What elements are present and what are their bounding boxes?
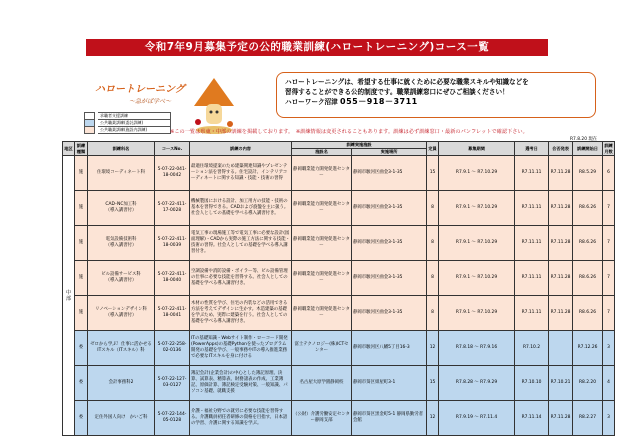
legend-label: 公共職業訓練(施設内訓練): [98, 126, 171, 134]
course-no-cell: 5-07-22-144-05-0128: [155, 401, 190, 436]
table-row: [63, 191, 615, 226]
capacity-cell: 8: [427, 296, 439, 331]
period-from: R7.9.1: [455, 205, 471, 210]
place-cell: 静岡市駿河区曲金3-1-35: [352, 156, 427, 191]
header-capacity: 定員: [427, 142, 439, 156]
period-to: R7.10.29: [477, 275, 498, 280]
content-cell: 空調設備や消防設備・ボイラー等、ビル設備管理の仕事に必要な技能を習得する。社会人としての基礎を学べる導入講習付き。: [190, 261, 292, 296]
period-from: R7.9.1: [455, 310, 471, 315]
type-cell: 施: [75, 296, 88, 331]
course-name-cell: [88, 296, 155, 331]
facility-cell: 静岡職業能力開発促進センター: [292, 296, 352, 331]
start-date-cell: R8.6.26: [573, 261, 603, 296]
course-name: 定住外国人向け かいご科: [94, 415, 148, 420]
content-cell: 最適住環境提案のため建築関連知識やプレゼンテーション法を習得する。住宅設計、インテリアコーディネートに関する知識・技能・技術の習得: [190, 156, 292, 191]
months-cell: 4: [603, 366, 615, 401]
course-name: ビル設備サービス科: [101, 272, 141, 277]
result-date-cell: R7.11.28: [549, 261, 573, 296]
table-row: [63, 401, 615, 436]
period-from: R7.9.1: [455, 240, 471, 245]
as-of-date: R7.8.20 現在: [570, 137, 598, 142]
header-course-no: コースNo.: [155, 142, 190, 156]
facility-cell: （公財）介護労働安定センター静岡支部: [292, 401, 352, 436]
place-cell: 静岡市駿河区曲金3-1-35: [352, 191, 427, 226]
place-cell: 静岡市駿河区曲金3-1-35: [352, 296, 427, 331]
content-cell: 機械製図における設計、加工用方の技能・技術の基本を習得できる。CADおよび旋盤を主に扱う。社会人としての基礎を学べる導入講習付き。: [190, 191, 292, 226]
type-cell: 委: [75, 331, 88, 366]
months-cell: 3: [603, 331, 615, 366]
test-date-cell: R7.11.14: [515, 401, 549, 436]
content-cell: 電気工事の現場施工等で電気工事に必要な設計(図面理解)・CADから実際の施工方法に関する技能・技術の習得。社会人としての基礎を学べる導入講習付き。: [190, 226, 292, 261]
table-row: [63, 156, 615, 191]
course-name: ゼロから学ぶ！仕事に活かせるITスキル（ITスキル）科: [90, 342, 152, 353]
capacity-cell: 8: [427, 191, 439, 226]
header-type: 訓練種類: [75, 142, 88, 156]
legend-swatch: [84, 126, 95, 134]
page-title: 令和7年9月募集予定の公的職業訓練(ハロートレーニング)コース一覧: [86, 39, 548, 56]
logo-sub-text: ～急がば学べ～: [129, 98, 172, 105]
period-from: R7.9.19: [455, 415, 473, 420]
course-name-cell: [88, 261, 155, 296]
table-row: [63, 226, 615, 261]
message-line-2: 習得することができる公的制度です。職業訓練窓口にぜひご相談ください！: [285, 88, 509, 96]
period-to: R7.10.29: [477, 205, 498, 210]
place-cell: 静岡市駿河区八幡5丁目16-3: [352, 331, 427, 366]
header-months: 訓練月数: [604, 142, 613, 154]
period-to: R7.9.16: [480, 345, 498, 350]
months-cell: 7: [603, 261, 615, 296]
phone-number: 055－918－3711: [340, 97, 418, 106]
test-date-cell: R7.11.11: [515, 191, 549, 226]
course-name-sub: （導入講習付）: [105, 243, 137, 248]
facility-cell: 静岡職業能力開発促進センター: [292, 191, 352, 226]
course-no-cell: 5-07-22-411-18-0039: [155, 226, 190, 261]
months-cell: 7: [603, 296, 615, 331]
facility-cell: 富士テクノロジー(株)ICTセンター: [292, 331, 352, 366]
result-date-cell: R7.11.28: [549, 226, 573, 261]
content-cell: 簿記会計(企業会計)の中心とした簿記原理、決算、試算表、精算表、財務諸表の作成、工業簿記、原価計算、簿記検定受験対策、一般知識、パソコン基礎、就職支援: [190, 366, 292, 401]
period-cell: R7.8.28 ～ R7.9.29: [439, 366, 515, 401]
period-to: R7.9.29: [480, 380, 498, 385]
content-cell: ITの基礎知識・Webサイト制作・ローコード開発(PowerApps)の基礎Pythonを使ったプログラム開発の基礎を学び、一般事務やITの導入推進業務で必要なITスキルを身に付ける: [190, 331, 292, 366]
course-name-cell: [88, 226, 155, 261]
result-date-cell: R7.11.28: [549, 191, 573, 226]
start-date-cell: R8.6.26: [573, 226, 603, 261]
content-cell: 介護・福祉分野での就労に必要な技能を習得する。介護職員初任者研修の資格を目指す。日本語の学習、介護に関する知識を学ぶ。: [190, 401, 292, 436]
months-cell: 7: [603, 191, 615, 226]
period-from: R7.9.1: [455, 275, 471, 280]
legend-label: 求職者支援訓練: [98, 112, 171, 120]
type-cell: 委: [75, 401, 88, 436]
table-row: [63, 261, 615, 296]
message-contact: [285, 97, 587, 107]
header-facility: 施設名: [292, 149, 352, 156]
place-cell: 静岡市葵区黒金町5-1 静岡県勤労者会館: [352, 401, 427, 436]
result-date-cell: R7.11.28: [549, 156, 573, 191]
type-cell: 施: [75, 261, 88, 296]
place-cell: 静岡市駿河区曲金3-1-35: [352, 261, 427, 296]
place-cell: 静岡市駿河区曲金3-1-35: [352, 226, 427, 261]
course-no-cell: 5-07-22-411-18-0040: [155, 261, 190, 296]
course-no-cell: 5-07-22-258-02-0136: [155, 331, 190, 366]
test-date-cell: R7.11.11: [515, 226, 549, 261]
period-cell: R7.9.1 ～ R7.10.29: [439, 226, 515, 261]
type-cell: 施: [75, 156, 88, 191]
place-cell: 静岡市葵区紺屋町3-1: [352, 366, 427, 401]
header-start: 訓練開始日: [573, 142, 603, 156]
start-date-cell: R8.6.26: [573, 191, 603, 226]
course-name: 電気設備技術科: [105, 237, 137, 242]
course-name: 会計事務科2: [108, 380, 134, 385]
course-name-sub: （導入講習付）: [105, 278, 137, 283]
course-no-cell: 5-07-22-041-18-0042: [155, 156, 190, 191]
result-date-cell: R7.11.28: [549, 401, 573, 436]
result-date-cell: R7.10.21: [549, 366, 573, 401]
capacity-cell: 8: [427, 226, 439, 261]
content-cell: 木材の性質を学び、住宅の内装などの活用できる方法を考えてデザインに生かす。木造建築の基礎を学ぶため、実際に建築を行う。社会人としての基礎を学べる導入講習付き。: [190, 296, 292, 331]
message-line-1: ハロートレーニングは、希望する仕事に就くために必要な職業スキルや知識などを: [285, 78, 529, 86]
start-date-cell: R8.2.20: [573, 366, 603, 401]
course-name: リノベーションデザイン科: [95, 307, 147, 312]
period-cell: R7.8.18 ～ R7.9.16: [439, 331, 515, 366]
course-no-cell: 5-07-22-411-17-0028: [155, 191, 190, 226]
type-cell: 委: [75, 366, 88, 401]
start-date-cell: R7.12.26: [573, 331, 603, 366]
course-name-cell: [88, 156, 155, 191]
type-cell: 施: [75, 191, 88, 226]
legend: [84, 112, 171, 133]
result-date-cell: R7.11.28: [549, 296, 573, 331]
period-to: R7.10.29: [477, 170, 498, 175]
header-period: 募集期間: [439, 142, 515, 156]
months-cell: 7: [603, 226, 615, 261]
course-name-cell: [88, 191, 155, 226]
capacity-cell: 12: [427, 401, 439, 436]
test-date-cell: R7.10.10: [515, 366, 549, 401]
course-name: CAD･NC加工科: [105, 202, 137, 207]
course-no-cell: 5-07-22-411-18-0041: [155, 296, 190, 331]
facility-cell: 静岡職業能力開発促進センター: [292, 156, 352, 191]
period-to: R7.10.29: [477, 310, 498, 315]
header-test: 選考日: [515, 142, 549, 156]
capacity-cell: 8: [427, 261, 439, 296]
test-date-cell: R7.11.11: [515, 296, 549, 331]
period-cell: R7.9.19 ～ R7.11.4: [439, 401, 515, 436]
header-area: 地区: [63, 142, 75, 156]
capacity-cell: 15: [427, 156, 439, 191]
period-from: R7.9.1: [455, 170, 471, 175]
result-date-cell: [549, 331, 573, 366]
course-name-sub: （導入講習付）: [105, 313, 137, 318]
table-row: [63, 296, 615, 331]
months-cell: 6: [603, 156, 615, 191]
info-message-box: [276, 72, 596, 118]
period-cell: R7.9.1 ～ R7.10.29: [439, 191, 515, 226]
area-cell: 中部: [63, 156, 75, 436]
header-name: 訓練科名: [88, 142, 155, 156]
header-impl: 訓練実施施設: [292, 142, 427, 149]
header-result: 合否発表: [549, 142, 573, 156]
period-to: R7.10.29: [477, 240, 498, 245]
capacity-cell: 15: [427, 366, 439, 401]
period-to: R7.11.4: [480, 415, 498, 420]
legend-label: 公共職業訓練(委託訓練): [98, 119, 171, 127]
course-name-cell: [88, 366, 155, 401]
course-no-cell: 5-07-22-127-03-0127: [155, 366, 190, 401]
test-date-cell: R7.11.11: [515, 156, 549, 191]
type-cell: 施: [75, 226, 88, 261]
course-name-cell: [88, 331, 155, 366]
header-place: 実施場所: [352, 149, 427, 156]
course-name: 住環境コーディネート科: [97, 170, 145, 175]
start-date-cell: R8.2.27: [573, 401, 603, 436]
period-from: R7.8.18: [455, 345, 473, 350]
table-row: [63, 366, 615, 401]
period-cell: R7.9.1 ～ R7.10.29: [439, 156, 515, 191]
notice-text: ※この一覧は県東・中部の訓練を掲載しております。 ※訓練情報は変更されることもあります。訓練は必ず訓練窓口・最新のパンフレットで確認下さい。: [170, 129, 528, 135]
start-date-cell: R8.5.29: [573, 156, 603, 191]
facility-cell: 静岡職業能力開発促進センター: [292, 226, 352, 261]
facility-cell: 名古屋大原学園静岡校: [292, 366, 352, 401]
office-name: ハローワーク沼津: [285, 98, 338, 106]
period-from: R7.8.28: [455, 380, 473, 385]
table-row: [63, 331, 615, 366]
logo-main-text: ハロートレーニング: [95, 84, 185, 95]
facility-cell: 静岡職業能力開発促進センター: [292, 261, 352, 296]
months-cell: 3: [603, 401, 615, 436]
header-content: 訓練の内容: [190, 142, 292, 156]
legend-item-facility: [84, 126, 171, 133]
period-cell: R7.9.1 ～ R7.10.29: [439, 296, 515, 331]
start-date-cell: R8.6.26: [573, 296, 603, 331]
test-date-cell: R7.11.11: [515, 261, 549, 296]
course-name-cell: [88, 401, 155, 436]
course-table: [62, 141, 615, 436]
course-name-sub: （導入講習付）: [105, 208, 137, 213]
test-date-cell: R7.10.2: [515, 331, 549, 366]
capacity-cell: 12: [427, 331, 439, 366]
period-cell: R7.9.1 ～ R7.10.29: [439, 261, 515, 296]
